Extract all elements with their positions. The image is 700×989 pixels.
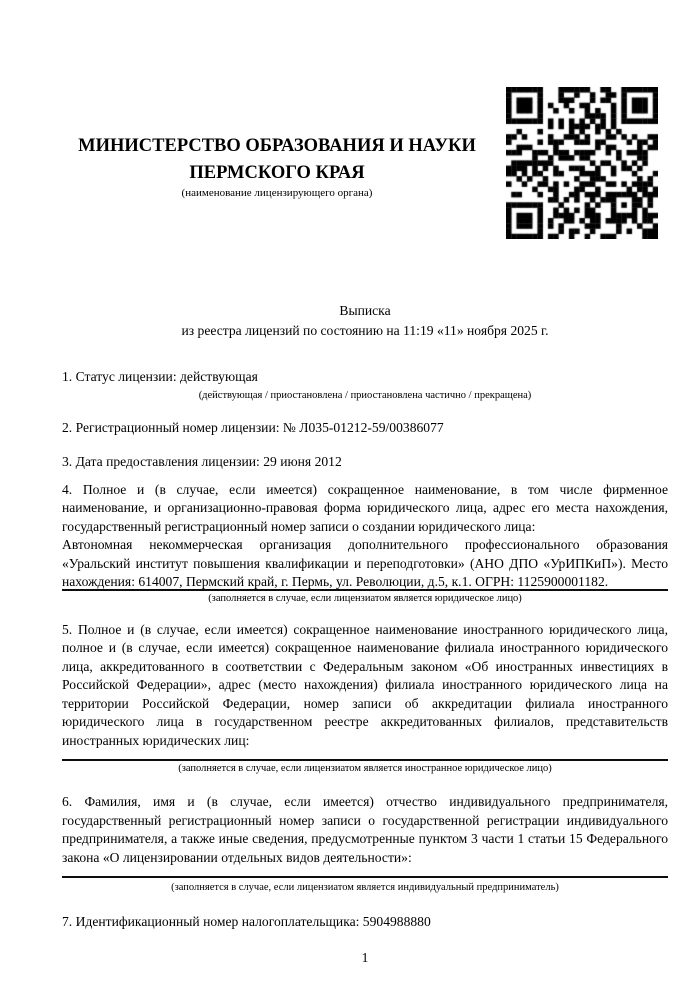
legal-entity-value: Автономная некоммерческая организация дополнительного профессионального образования «Уральский институт повышения квалификации и переподготовки» (АНО ДПО «УрИПКиП»). Место нахождения: 614007, Пермский край, г. Пермь, ул. Революции, д.5, к.1. ОГРН: 1125900001182. xyxy=(62,537,668,589)
ministry-name-line1: МИНИСТЕРСТВО ОБРАЗОВАНИЯ И НАУКИ xyxy=(78,136,476,156)
fill-in-rule xyxy=(62,759,668,761)
ministry-name-line2: ПЕРМСКОГО КРАЯ xyxy=(189,163,365,183)
licensing-authority-caption: (наименование лицензирующего органа) xyxy=(181,187,373,199)
title-line2: из реестра лицензий по состоянию на 11:19 «11» ноября 2025 г. xyxy=(181,323,549,338)
document-title xyxy=(62,301,668,341)
foreign-entity-label: 5. Полное и (в случае, если имеется) сокращенное наименование иностранного юридического лица, полное и (в случае, если имеется) сокращенное наименование филиала иностранного юридического лица, аккредитованного в соответствии с Федеральным законом «Об иностранных инвестициях в Российской Федерации», адрес (место нахождения) филиала иностранного юридического лица на территории Российской Федерации, номер записи об аккредитации филиала иностранного юридического лица в государственном реестре аккредитованных филиалов, представительств иностранных юридических лиц: xyxy=(62,621,668,748)
license-status-note: (действующая / приостановлена / приостановлена частично / прекращена) xyxy=(198,389,532,401)
document-body xyxy=(62,0,668,967)
page-number: 1 xyxy=(361,949,369,965)
title-line1: Выписка xyxy=(339,303,391,318)
license-grant-date: 3. Дата предоставления лицензии: 29 июня 2012 xyxy=(62,454,342,469)
legal-entity-note: (заполняется в случае, если лицензиатом является юридическое лицо) xyxy=(208,592,522,604)
individual-entrepreneur-label: 6. Фамилия, имя и (в случае, если имеется) отчество индивидуального предпринимателя, государственный регистрационный номер записи о государственной регистрации индивидуального предпринимателя, а также иные сведения, предусмотренные пунктом 3 части 1 статьи 15 Федерального закона «О лицензировании отдельных видов деятельности»: xyxy=(62,794,668,865)
licensing-authority-name xyxy=(62,133,492,187)
individual-entrepreneur-note: (заполняется в случае, если лицензиатом является индивидуальный предприниматель) xyxy=(171,882,559,893)
foreign-entity-note: (заполняется в случае, если лицензиатом является иностранное юридическое лицо) xyxy=(178,763,552,774)
taxpayer-id: 7. Идентификационный номер налогоплательщика: 5904988880 xyxy=(62,914,431,929)
license-registration-number: 2. Регистрационный номер лицензии: № Л035-01212-59/00386077 xyxy=(62,419,444,435)
fill-in-rule xyxy=(62,876,668,878)
legal-entity-label: 4. Полное и (в случае, если имеется) сокращенное наименование, в том числе фирменное наименование, и организационно-правовая форма юридического лица, адрес его места нахождения, государственный регистрационный номер записи о создании юридического лица: xyxy=(62,481,668,534)
license-status: 1. Статус лицензии: действующая xyxy=(62,369,258,384)
